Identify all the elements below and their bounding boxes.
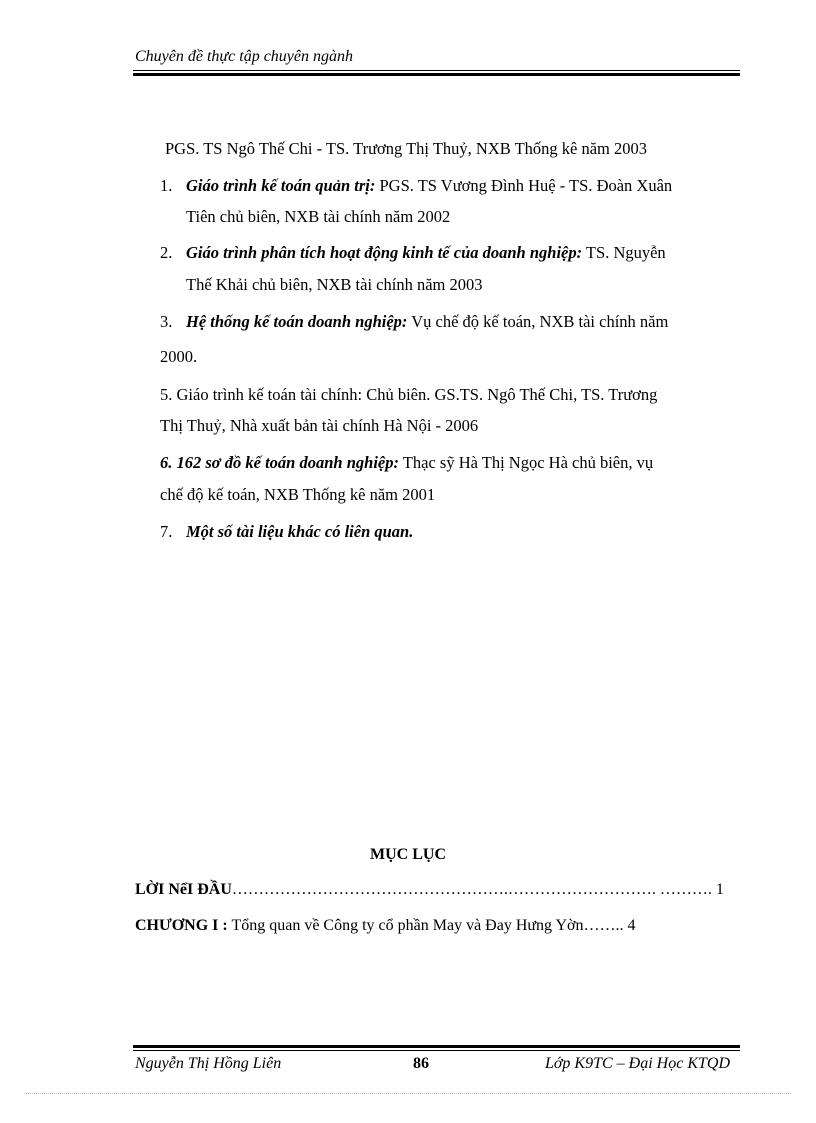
reference-item-6-cont: chế độ kế toán, NXB Thống kê năm 2001 — [160, 485, 436, 504]
reference-item-1: 1. Giáo trình kế toán quản trị: PGS. TS Vương Đình Huệ - TS. Đoàn Xuân — [160, 176, 673, 195]
toc-entry-label: CHƯƠNG I : — [135, 917, 228, 934]
toc-title: MỤC LỤC — [370, 846, 446, 863]
footer-page-number: 86 — [413, 1055, 429, 1072]
footer-author: Nguyễn Thị Hồng Liên — [135, 1055, 282, 1072]
toc-entry-intro[interactable] — [135, 881, 740, 899]
reference-item-2-cont: Thế Khải chủ biên, NXB tài chính năm 2003 — [186, 275, 483, 294]
list-number: 1. — [160, 176, 173, 195]
reference-item-7 — [160, 522, 413, 542]
reference-item-5-cont: Thị Thuỷ, Nhà xuất bản tài chính Hà Nội - 2006 — [160, 416, 479, 435]
reference-title: 6. 162 sơ đồ kế toán doanh nghiệp: — [160, 453, 399, 472]
page-header-title: Chuyên đề thực tập chuyên ngành — [135, 48, 353, 65]
header-rule-thick — [133, 73, 740, 76]
list-number: 3. — [160, 312, 173, 331]
reference-item-3 — [160, 312, 668, 332]
reference-detail: Vụ chế độ kế toán, NXB tài chính năm — [407, 312, 669, 331]
reference-line-0: PGS. TS Ngô Thế Chi - TS. Trương Thị Thuỷ, NXB Thống kê năm 2003 — [165, 139, 648, 158]
list-number: 7. — [160, 522, 173, 541]
reference-title: Giáo trình kế toán quản trị — [186, 176, 370, 195]
reference-item-5: 5. Giáo trình kế toán tài chính: Chủ biên. GS.TS. Ngô Thế Chi, TS. Trương — [160, 385, 658, 404]
header-rule-thin — [133, 70, 740, 71]
reference-title: Hệ thống kế toán doanh nghiệp: — [186, 312, 408, 331]
footer-class: Lớp K9TC – Đại Học KTQD — [544, 1055, 730, 1072]
reference-title: Một số tài liệu khác có liên quan. — [186, 522, 414, 541]
toc-entry-chapter-1[interactable] — [135, 917, 740, 935]
reference-item-1-cont: Tiên chủ biên, NXB tài chính năm 2002 — [186, 207, 451, 226]
toc-leader: …………………………………………….………………………. ………. — [231, 881, 712, 898]
reference-detail: Thạc sỹ Hà Thị Ngọc Hà chủ biên, vụ — [398, 453, 654, 472]
list-number: 2. — [160, 243, 173, 262]
footer-rule-thin — [133, 1050, 740, 1051]
reference-item-3-cont: 2000. — [160, 347, 198, 366]
reference-title: Giáo trình phân tích hoạt động kinh tế của doanh nghiệp: — [186, 243, 583, 262]
toc-entry-label: LỜI NểI ĐẦU — [135, 881, 232, 898]
reference-item-2 — [160, 243, 666, 263]
toc-page-number: 4 — [623, 917, 636, 934]
footer-rule-thick — [133, 1045, 740, 1048]
toc-page-number: 1 — [711, 881, 724, 898]
page-bottom-edge — [25, 1093, 791, 1094]
reference-detail: TS. Nguyễn — [582, 243, 666, 262]
toc-entry-text: Tổng quan về Công ty cổ phần May và Đay Hưng Yờn…….. — [227, 917, 624, 934]
reference-item-6 — [160, 453, 653, 473]
reference-detail: PGS. TS Vương Đình Huệ - TS. Đoàn Xuân — [375, 176, 673, 195]
